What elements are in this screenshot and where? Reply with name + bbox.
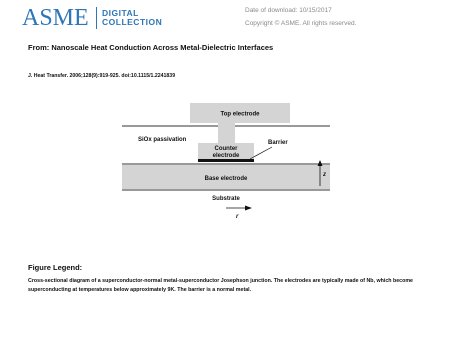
logo-line-collection: COLLECTION bbox=[102, 17, 163, 27]
logo-line-digital: DIGITAL bbox=[102, 8, 139, 18]
figure-title: From: Nanoscale Heat Conduction Across Metal-Dielectric Interfaces bbox=[28, 43, 274, 52]
copyright-notice: Copyright © ASME. All rights reserved. bbox=[245, 20, 357, 27]
via-stem bbox=[218, 123, 235, 145]
legend-text: Cross-sectional diagram of a superconductor-normal metal-superconductor Josephson junction. The electrodes are typically made of Nb, which become superconducting at temperatures below approximately 9K. The barrier is a normal metal. bbox=[28, 278, 413, 293]
counter-electrode-label-line1: Counter bbox=[214, 146, 238, 152]
base-electrode-label: Base electrode bbox=[204, 176, 248, 182]
z-axis-label: z bbox=[323, 172, 326, 178]
z-arrowhead bbox=[318, 160, 323, 166]
asme-wordmark: ASME bbox=[22, 5, 89, 31]
r-axis-label: r bbox=[236, 214, 239, 220]
citation: J. Heat Transfer. 2006;128(9):919-925. doi:10.1115/1.2241839 bbox=[28, 73, 176, 79]
download-date: Date of download: 10/15/2017 bbox=[245, 7, 332, 14]
passivation-label: SiOx passivation bbox=[138, 137, 187, 143]
substrate-label: Substrate bbox=[212, 196, 240, 202]
top-electrode-label: Top electrode bbox=[220, 111, 260, 118]
barrier-layer bbox=[198, 159, 254, 162]
barrier-label: Barrier bbox=[268, 140, 288, 146]
counter-electrode-label-line2: electrode bbox=[212, 153, 240, 159]
r-arrowhead bbox=[245, 206, 252, 211]
legend-title: Figure Legend: bbox=[28, 263, 83, 272]
